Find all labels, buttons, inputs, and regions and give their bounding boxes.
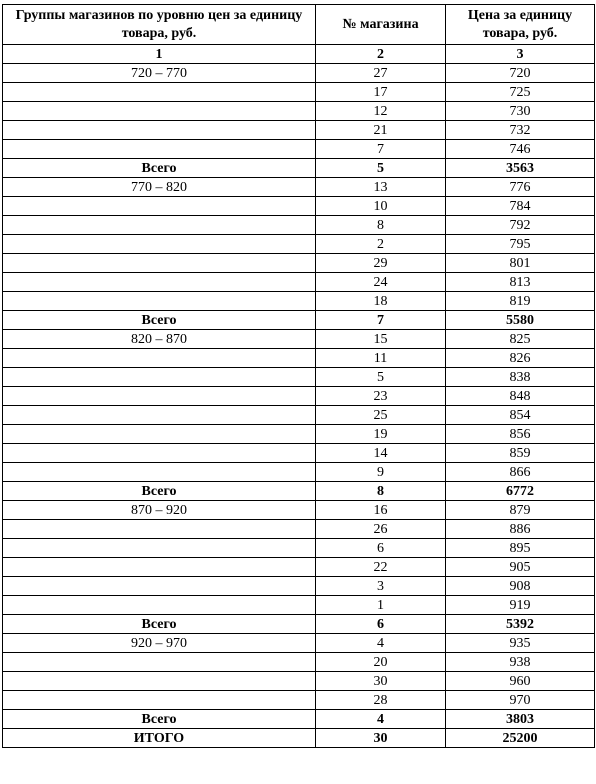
group-total-sum: 3563 — [446, 159, 595, 178]
group-total-row — [3, 710, 595, 729]
price-group-cell — [3, 425, 316, 444]
unit-price-cell: 801 — [446, 254, 595, 273]
group-total-sum: 5392 — [446, 615, 595, 634]
unit-price-cell: 725 — [446, 83, 595, 102]
store-number-cell: 21 — [316, 121, 446, 140]
unit-price-cell: 792 — [446, 216, 595, 235]
column-number-row — [3, 45, 595, 64]
price-group-cell — [3, 140, 316, 159]
price-group-cell — [3, 216, 316, 235]
group-total-count: 4 — [316, 710, 446, 729]
table-row — [3, 273, 595, 292]
unit-price-cell: 848 — [446, 387, 595, 406]
price-group-cell: 870 – 920 — [3, 501, 316, 520]
unit-price-cell: 795 — [446, 235, 595, 254]
table-row — [3, 292, 595, 311]
table-row — [3, 216, 595, 235]
store-number-cell: 24 — [316, 273, 446, 292]
column-number-1: 1 — [3, 45, 316, 64]
price-group-cell: 720 – 770 — [3, 64, 316, 83]
price-group-cell — [3, 197, 316, 216]
unit-price-cell: 730 — [446, 102, 595, 121]
group-total-row — [3, 159, 595, 178]
store-number-cell: 17 — [316, 83, 446, 102]
unit-price-cell: 895 — [446, 539, 595, 558]
unit-price-cell: 732 — [446, 121, 595, 140]
group-total-row — [3, 311, 595, 330]
store-number-cell: 26 — [316, 520, 446, 539]
unit-price-cell: 886 — [446, 520, 595, 539]
group-total-sum: 3803 — [446, 710, 595, 729]
unit-price-cell: 856 — [446, 425, 595, 444]
table-row — [3, 102, 595, 121]
header-store-number: № магазина — [316, 5, 446, 45]
group-total-row — [3, 482, 595, 501]
price-group-cell — [3, 577, 316, 596]
store-number-cell: 10 — [316, 197, 446, 216]
grand-total-label: ИТОГО — [3, 729, 316, 748]
table-row — [3, 83, 595, 102]
price-group-cell — [3, 596, 316, 615]
store-number-cell: 16 — [316, 501, 446, 520]
store-number-cell: 18 — [316, 292, 446, 311]
store-number-cell: 2 — [316, 235, 446, 254]
store-number-cell: 27 — [316, 64, 446, 83]
price-group-cell — [3, 672, 316, 691]
table-row — [3, 330, 595, 349]
table-row — [3, 653, 595, 672]
header-row — [3, 5, 595, 45]
table-row — [3, 254, 595, 273]
price-group-cell — [3, 102, 316, 121]
table-row — [3, 235, 595, 254]
unit-price-cell: 819 — [446, 292, 595, 311]
price-grouping-table — [2, 4, 595, 748]
store-number-cell: 9 — [316, 463, 446, 482]
table-row — [3, 672, 595, 691]
price-group-cell — [3, 406, 316, 425]
price-group-cell — [3, 368, 316, 387]
store-number-cell: 1 — [316, 596, 446, 615]
price-group-cell — [3, 254, 316, 273]
grand-total-row — [3, 729, 595, 748]
unit-price-cell: 866 — [446, 463, 595, 482]
store-number-cell: 8 — [316, 216, 446, 235]
table-row — [3, 463, 595, 482]
unit-price-cell: 859 — [446, 444, 595, 463]
unit-price-cell: 720 — [446, 64, 595, 83]
unit-price-cell: 970 — [446, 691, 595, 710]
group-total-count: 8 — [316, 482, 446, 501]
store-number-cell: 7 — [316, 140, 446, 159]
store-number-cell: 6 — [316, 539, 446, 558]
table-row — [3, 596, 595, 615]
price-group-cell: 820 – 870 — [3, 330, 316, 349]
price-group-cell — [3, 273, 316, 292]
table-row — [3, 501, 595, 520]
store-number-cell: 5 — [316, 368, 446, 387]
table-row — [3, 368, 595, 387]
table-row — [3, 197, 595, 216]
price-group-cell — [3, 520, 316, 539]
store-number-cell: 22 — [316, 558, 446, 577]
price-group-cell: 920 – 970 — [3, 634, 316, 653]
unit-price-cell: 905 — [446, 558, 595, 577]
grand-total-count: 30 — [316, 729, 446, 748]
price-group-cell — [3, 691, 316, 710]
unit-price-cell: 935 — [446, 634, 595, 653]
price-group-cell — [3, 349, 316, 368]
table-row — [3, 121, 595, 140]
unit-price-cell: 826 — [446, 349, 595, 368]
price-group-cell — [3, 235, 316, 254]
table-row — [3, 349, 595, 368]
unit-price-cell: 825 — [446, 330, 595, 349]
store-number-cell: 4 — [316, 634, 446, 653]
group-total-count: 5 — [316, 159, 446, 178]
table-row — [3, 140, 595, 159]
group-total-label: Всего — [3, 311, 316, 330]
store-number-cell: 11 — [316, 349, 446, 368]
group-total-row — [3, 615, 595, 634]
unit-price-cell: 879 — [446, 501, 595, 520]
price-group-cell — [3, 83, 316, 102]
table-row — [3, 539, 595, 558]
unit-price-cell: 854 — [446, 406, 595, 425]
header-unit-price: Цена за единицу товара, руб. — [446, 5, 595, 45]
table-row — [3, 406, 595, 425]
price-group-cell — [3, 463, 316, 482]
table-row — [3, 520, 595, 539]
store-number-cell: 15 — [316, 330, 446, 349]
price-group-cell: 770 – 820 — [3, 178, 316, 197]
header-price-group: Группы магазинов по уровню цен за единицу товара, руб. — [3, 5, 316, 45]
table-row — [3, 178, 595, 197]
table-row — [3, 425, 595, 444]
table-body — [3, 45, 595, 748]
store-number-cell: 13 — [316, 178, 446, 197]
group-total-label: Всего — [3, 482, 316, 501]
price-group-cell — [3, 653, 316, 672]
unit-price-cell: 784 — [446, 197, 595, 216]
table-row — [3, 64, 595, 83]
price-group-cell — [3, 444, 316, 463]
unit-price-cell: 813 — [446, 273, 595, 292]
column-number-3: 3 — [446, 45, 595, 64]
unit-price-cell: 919 — [446, 596, 595, 615]
group-total-label: Всего — [3, 159, 316, 178]
price-group-cell — [3, 558, 316, 577]
unit-price-cell: 908 — [446, 577, 595, 596]
table-row — [3, 387, 595, 406]
table-row — [3, 691, 595, 710]
store-number-cell: 19 — [316, 425, 446, 444]
group-total-count: 6 — [316, 615, 446, 634]
table-row — [3, 444, 595, 463]
unit-price-cell: 838 — [446, 368, 595, 387]
store-number-cell: 3 — [316, 577, 446, 596]
group-total-sum: 5580 — [446, 311, 595, 330]
store-number-cell: 25 — [316, 406, 446, 425]
group-total-sum: 6772 — [446, 482, 595, 501]
store-number-cell: 12 — [316, 102, 446, 121]
table-row — [3, 558, 595, 577]
unit-price-cell: 776 — [446, 178, 595, 197]
store-number-cell: 23 — [316, 387, 446, 406]
price-group-cell — [3, 121, 316, 140]
table-row — [3, 577, 595, 596]
store-number-cell: 30 — [316, 672, 446, 691]
unit-price-cell: 746 — [446, 140, 595, 159]
group-total-count: 7 — [316, 311, 446, 330]
table-row — [3, 634, 595, 653]
store-number-cell: 20 — [316, 653, 446, 672]
unit-price-cell: 938 — [446, 653, 595, 672]
price-group-cell — [3, 292, 316, 311]
group-total-label: Всего — [3, 615, 316, 634]
store-number-cell: 28 — [316, 691, 446, 710]
price-group-cell — [3, 387, 316, 406]
store-number-cell: 14 — [316, 444, 446, 463]
grand-total-sum: 25200 — [446, 729, 595, 748]
unit-price-cell: 960 — [446, 672, 595, 691]
price-group-cell — [3, 539, 316, 558]
store-number-cell: 29 — [316, 254, 446, 273]
group-total-label: Всего — [3, 710, 316, 729]
column-number-2: 2 — [316, 45, 446, 64]
